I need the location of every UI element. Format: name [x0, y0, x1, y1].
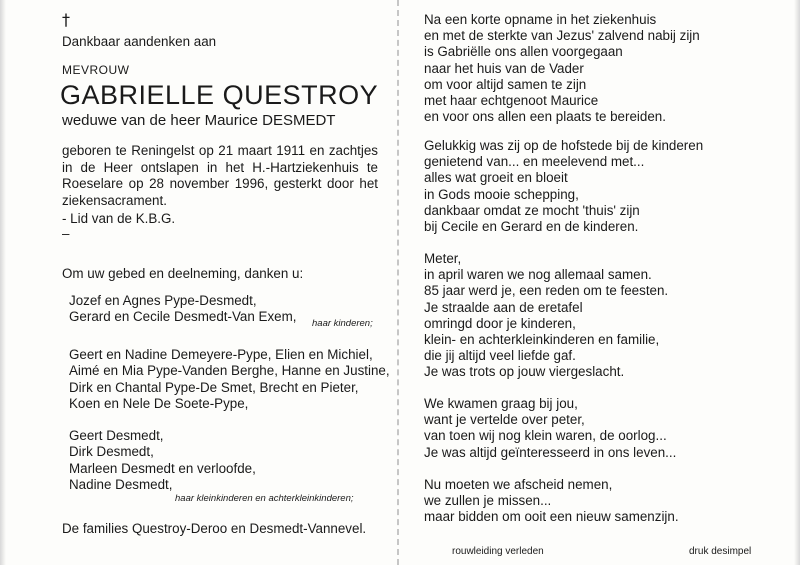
poem-line: klein- en achterkleinkinderen en familie, — [424, 332, 660, 348]
poem-line: Meter, — [424, 251, 462, 266]
list-item: Gerard en Cecile Desmedt-Van Exem, — [69, 309, 297, 325]
title-mevrouw: MEVROUW — [62, 63, 130, 77]
poem-line: we zullen je missen... — [424, 493, 552, 509]
poem-line: want je vertelde over peter, — [424, 412, 585, 428]
poem-line: naar het huis van de Vader — [424, 60, 584, 76]
membership: - Lid van de K.B.G. — [62, 211, 176, 226]
poem-stanza-1 — [424, 12, 700, 125]
poem-line: om voor altijd samen te zijn — [424, 76, 587, 92]
poem-stanza-2 — [424, 138, 703, 235]
poem-line: genietend van... en meelevend met... — [424, 154, 645, 170]
poem-line: en voor ons allen een plaats te bereiden. — [424, 109, 666, 125]
poem-stanza-4 — [424, 396, 676, 461]
list-item: Jozef en Agnes Pype-Desmedt, — [69, 293, 257, 308]
poem-line: dankbaar omdat ze mocht 'thuis' zijn — [424, 202, 640, 218]
list-item: Geert en Nadine Demeyere-Pype, Elien en Michiel, — [69, 347, 373, 362]
card-edge-right — [794, 0, 800, 565]
poem-line: Je was altijd geïnteresseerd in ons leven... — [424, 444, 677, 460]
poem-line: Je was trots op jouw viergeslacht. — [424, 364, 625, 380]
poem-stanza-3 — [424, 251, 668, 381]
list-item: Aimé en Mia Pype-Vanden Berghe, Hanne en Justine, — [69, 363, 390, 379]
dash: – — [62, 226, 70, 241]
poem-line: en met de sterkte van Jezus' zalvend nabij zijn — [424, 28, 700, 44]
list-item: Dirk Desmedt, — [69, 444, 154, 460]
poem-line: omringd door je kinderen, — [424, 315, 576, 331]
poem-line: Je straalde aan de eretafel — [424, 299, 583, 315]
widow-line: weduwe van de heer Maurice DESMEDT — [62, 112, 336, 129]
children-note: haar kinderen; — [312, 318, 373, 329]
list-item: Koen en Nele De Soete-Pype, — [69, 395, 249, 411]
poem-line: Gelukkig was zij op de hofstede bij de kinderen — [424, 138, 704, 153]
footer-printer: druk desimpel — [689, 546, 752, 557]
poem-line: die jij altijd veel liefde gaf. — [424, 348, 576, 364]
poem-line: Nu moeten we afscheid nemen, — [424, 477, 613, 492]
list-item: Geert Desmedt, — [69, 428, 164, 443]
cross-icon: † — [62, 10, 70, 29]
list-item: Marleen Desmedt en verloofde, — [69, 460, 256, 476]
list-item: Dirk en Chantal Pype-De Smet, Brecht en Pieter, — [69, 379, 359, 395]
poem-line: van toen wij nog klein waren, de oorlog... — [424, 428, 667, 444]
poem-line: alles wat groeit en bloeit — [424, 170, 568, 186]
intro-text: Dankbaar aandenken aan — [62, 34, 217, 49]
poem-line: in april waren we nog allemaal samen. — [424, 267, 652, 283]
poem-line: We kwamen graag bij jou, — [424, 396, 578, 411]
poem-stanza-5 — [424, 477, 679, 526]
card-edge-left — [0, 0, 6, 565]
poem-line: Na een korte opname in het ziekenhuis — [424, 12, 657, 27]
poem-line: in Gods mooie schepping, — [424, 186, 579, 202]
deceased-name: GABRIELLE QUESTROY — [60, 80, 379, 110]
list-item: Nadine Desmedt, — [69, 476, 173, 492]
grandchildren-note: haar kleinkinderen en achterkleinkinderen; — [175, 493, 354, 504]
poem-line: bij Cecile en Gerard en de kinderen. — [424, 219, 639, 235]
poem-line: is Gabriëlle ons allen voorgegaan — [424, 44, 623, 60]
grandchildren-list — [69, 347, 390, 412]
request-line: Om uw gebed en deelneming, danken u: — [62, 266, 304, 281]
fold-line — [397, 0, 402, 565]
children-list — [69, 293, 296, 326]
grandchildren-list-2 — [69, 428, 256, 493]
poem-line: met haar echtgenoot Maurice — [424, 93, 599, 109]
biography: geboren te Reningelst op 21 maart 1911 en zachtjes in de Heer ontslapen in het H.-Hartziekenhuis te Roeselare op 28 november 1996, gesterkt door het ziekensacrament. — [62, 143, 378, 208]
poem-line: maar bidden om ooit een nieuw samenzijn. — [424, 509, 679, 525]
footer-funeral-director: rouwleiding verleden — [452, 546, 544, 557]
poem-line: 85 jaar werd je, een reden om te feesten. — [424, 283, 669, 299]
families-line: De families Questroy-Deroo en Desmedt-Vannevel. — [62, 521, 367, 536]
